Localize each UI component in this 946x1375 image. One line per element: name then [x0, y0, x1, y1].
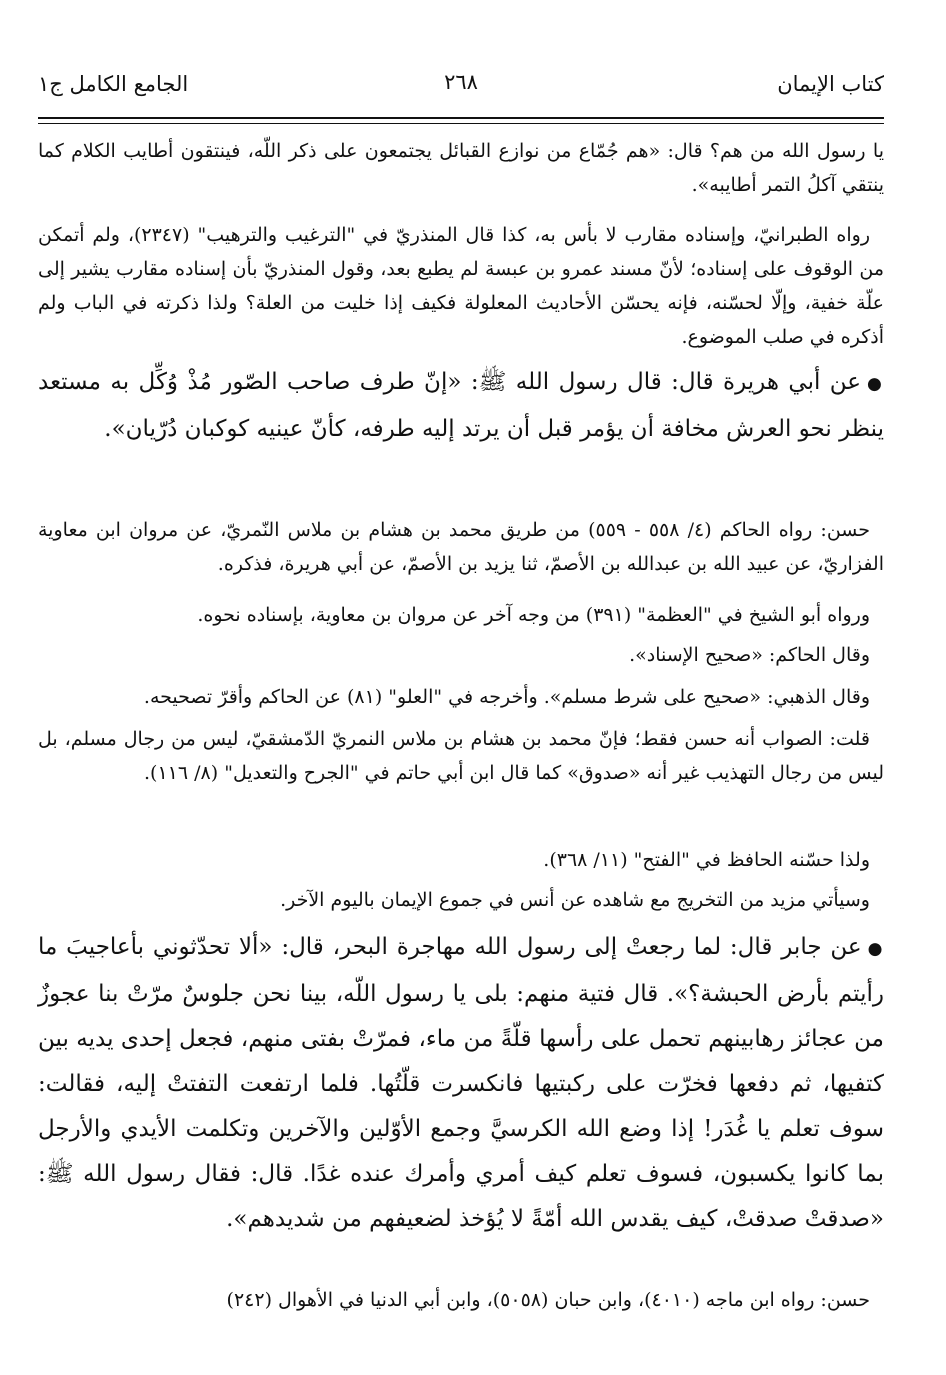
hadith-jabir — [38, 925, 884, 1242]
bullet-icon: ● — [867, 939, 884, 959]
hadith-text: عن أبي هريرة قال: قال رسول الله ﷺ: «إنّ طرف صاحب الصّور مُذْ وُكِّل به مستعد ينظر نحو العرش مخافة أن يؤمر قبل أن يرتد إليه طرفه، كأنّ عينيه كوكبان دُرّيان». — [38, 369, 884, 442]
chapter-title: كتاب الإيمان — [777, 72, 884, 96]
hadith-text: عن جابر قال: لما رجعتْ إلى رسول الله مهاجرة البحر، قال: «ألا تحدّثوني بأعاجيبَ ما رأيتم بأرض الحبشة؟». قال فتية منهم: بلى يا رسول اللّه، بينا نحن جلوسٌ مرّتْ بنا عجوزٌ من عجائز رهابينهم تحمل على رأسها قلّةً من ماء، فمرّتْ بفتى منهم، فجعل إحدى يديه بين كتفيها، ثم دفعها فخرّت على ركبتيها فانكسرت قلّتُها. فلما ارتفعت التفتتْ إليه، فقالت: سوف تعلم يا غُدَر! إذا وضع الله الكرسيَّ وجمع الأوّلين والآخرين وتكلمت الأيدي والأرجل بما كانوا يكسبون، فسوف تعلم كيف أمري وأمرك عنده غدًا. قال: فقال رسول الله ﷺ: «صدقتْ صدقتْ، كيف يقدس الله أمّةً لا يُؤخذ لضعيفهم من شديدهم». — [38, 934, 884, 1232]
continuation-paragraph: يا رسول الله من هم؟ قال: «هم جُمّاع من نوازع القبائل يجتمعون على ذكر اللّه، فينتقون أطايب الكلام كما ينتقي آكلُ التمر أطايبه». — [38, 140, 884, 196]
takhrij-hakim-note: حسن: رواه الحاكم (٤/ ٥٥٨ - ٥٥٩) من طريق محمد بن هشام بن ملاس النّمريّ، عن مروان ابن معاوية الفزاريّ، عن عبيد الله بن عبدالله بن الأصمّ، ثنا يزيد بن الأصمّ، عن أبي هريرة، فذكره. — [38, 519, 884, 575]
author-comment: قلت: الصواب أنه حسن فقط؛ فإنّ محمد بن هشام بن ملاس النمريّ الدّمشقيّ، ليس من رجال مسلم، بل ليس من رجال التهذيب غير أنه «صدوق» كما قال ابن أبي حاتم في "الجرح والتعديل" (٨/ ١١٦). — [38, 728, 884, 784]
takhrij-ibn-majah-note: حسن: رواه ابن ماجه (٤٠١٠)، وابن حبان (٥٠٥٨)، وابن أبي الدنيا في الأهوال (٢٤٢) — [226, 1289, 870, 1311]
takhrij-tabarani-note: رواه الطبرانيّ، وإسناده مقارب لا بأس به، كذا قال المنذريّ في "الترغيب والترهيب" (٢٣٤٧)، ولم أتمكن من الوقوف على إسناده؛ لأنّ مسند عمرو بن عبسة لم يطبع بعد، وقول المنذريّ بأن إسناده مقارب يشير إلى علّة خفية، وإلّا لحسّنه، فإنه يحسّن الأحاديث المعلولة فكيف إذا خليت من العلة؟ ولذا ذكرته في الباب ولم أذكره في صلب الموضوع. — [38, 224, 884, 348]
bullet-icon: ● — [867, 374, 884, 394]
dhahabi-grading: وقال الذهبي: «صحيح على شرط مسلم». وأخرجه في "العلو" (٨١) عن الحاكم وأقرّ تصحيحه. — [143, 686, 870, 708]
page-header — [38, 64, 884, 104]
hadith-abu-hurayra — [38, 360, 884, 452]
book-title: الجامع الكامل ج١ — [38, 72, 189, 96]
ibn-hajar-note: ولذا حسّنه الحافظ في "الفتح" (١١/ ٣٦٨). — [543, 849, 870, 871]
cross-reference-note: وسيأتي مزيد من التخريج مع شاهده عن أنس في جموع الإيمان باليوم الآخر. — [280, 889, 870, 911]
abu-shaykh-note: ورواه أبو الشيخ في "العظمة" (٣٩١) من وجه آخر عن مروان بن معاوية، بإسناده نحوه. — [197, 604, 870, 626]
header-rule-thin — [38, 123, 884, 124]
hakim-grading: وقال الحاكم: «صحيح الإسناد». — [629, 644, 870, 666]
page-number: ٢٦٨ — [444, 70, 478, 94]
header-rule-thick — [38, 117, 884, 119]
